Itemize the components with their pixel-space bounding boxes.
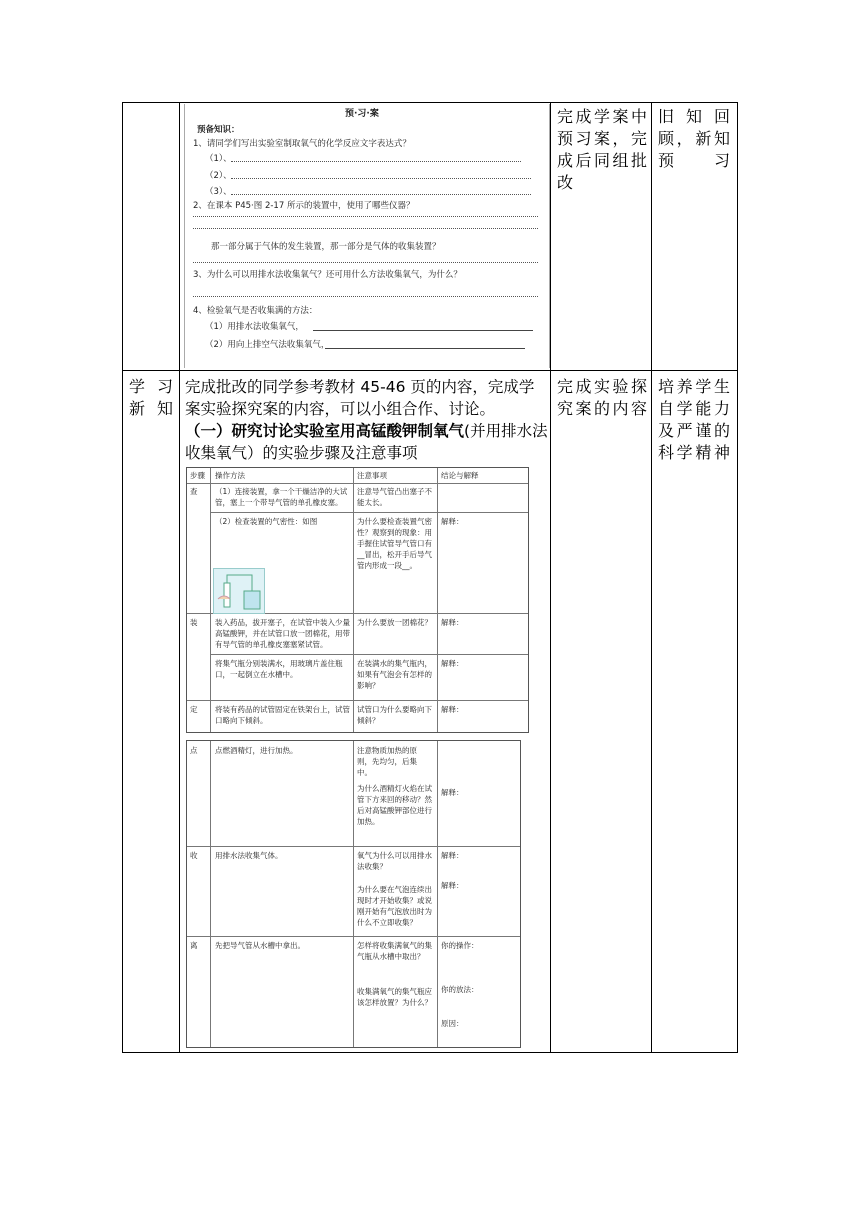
note-continuous-bubbles: 为什么要在气泡连续出现时才开始收集？或说刚开始有气泡放出时为什么不立即收集？ xyxy=(357,885,432,927)
note-bubbles: 在装满水的集气瓶内，如果有气泡会有怎样的影响？ xyxy=(357,659,432,690)
table-col-divider-2 xyxy=(550,102,551,1053)
row2-stage: 学习新知 xyxy=(129,377,173,418)
row1-purpose: 旧知回顾，新知预习 xyxy=(658,107,730,170)
steps-table-2 xyxy=(186,740,521,1048)
table-bottom-border xyxy=(122,1052,738,1053)
op-ignite: 点燃酒精灯，进行加热。 xyxy=(215,746,298,755)
preview-q1-a: （1）、 xyxy=(205,154,232,164)
op-airtight: （2）检查装置的气密性：如图 xyxy=(215,517,318,526)
op-fill-bottles: 将集气瓶分别装满水，用玻璃片盖住瓶口，一起倒立在水槽中。 xyxy=(215,659,343,679)
row2-main-line1: 完成批改的同学参考教材 45-46 页的内容，完成学案实验探究案的内容，可以小组合作、讨论。 xyxy=(185,378,535,418)
note-cotton: 为什么要放一团棉花？ xyxy=(357,618,432,627)
row2-main-tail: (并用排水法收集氧气）的实验步骤及注意事项 xyxy=(185,422,548,462)
preview-q1-c: （3）、 xyxy=(205,187,232,197)
step-fix: 定 xyxy=(190,705,198,714)
op-fix: 将装有药品的试管固定在铁架台上，试管口略向下倾斜。 xyxy=(215,705,350,725)
note-heat-principle: 注意物质加热的原则，先均匀，后集中。 xyxy=(357,746,417,777)
conclusion-tilt: 解释： xyxy=(441,705,464,714)
step-remove: 离 xyxy=(190,941,198,950)
step-collect: 收 xyxy=(190,851,198,860)
preview-sheet xyxy=(184,104,550,368)
preview-heading: 预备知识： xyxy=(197,125,240,135)
op-remove: 先把导气管从水槽中拿出。 xyxy=(215,941,305,950)
conclusion-operation: 你的操作： xyxy=(441,941,479,950)
conclusion-continuous: 解释： xyxy=(441,881,464,890)
preview-q1: 1、请同学们写出实验室制取氧气的化学反应文字表达式？ xyxy=(193,139,411,149)
conclusion-reason: 原因： xyxy=(441,1019,464,1028)
table-row-divider xyxy=(122,370,738,371)
op-collect: 用排水法收集气体。 xyxy=(215,851,283,860)
table-col-divider-1 xyxy=(179,102,180,1053)
header-op: 操作方法 xyxy=(215,471,245,480)
step-ignite: 点 xyxy=(190,746,198,755)
preview-q4: 4、检验氧气是否收集满的方法： xyxy=(193,306,318,316)
row2-main-bold: （一）研究讨论实验室用高锰酸钾制氧气 xyxy=(185,422,465,440)
row2-main-text xyxy=(185,376,548,464)
step-check: 查 xyxy=(190,487,198,496)
preview-q4-a: （1）用排水法收集氧气， xyxy=(205,322,304,332)
conclusion-water-method: 解释： xyxy=(441,851,464,860)
preview-q3: 3、为什么可以用排水法收集氧气？还可用什么方法收集氧气，为什么？ xyxy=(193,270,462,280)
note-take-out: 怎样将收集满氧气的集气瓶从水槽中取出？ xyxy=(357,941,432,961)
row1-activity: 完成学案中预习案，完成后同组批改 xyxy=(557,107,647,192)
conclusion-airtight: 解释： xyxy=(441,517,464,526)
note-placement: 收集满氧气的集气瓶应该怎样放置？为什么？ xyxy=(357,987,432,1007)
preview-title: 预·习·案 xyxy=(345,109,379,119)
table-top-border xyxy=(122,102,738,103)
note-tube-length: 注意导气管凸出塞子不能太长。 xyxy=(357,487,432,507)
preview-q1-b: （2）、 xyxy=(205,171,232,181)
note-airtight: 为什么要检查装置气密性？观察到的现象：用手握住试管导气管口有__冒出，松开手后导气管内形成一段__。 xyxy=(357,517,432,570)
table-right-border xyxy=(737,102,738,1053)
step-load: 装 xyxy=(190,618,198,627)
table-col-divider-3 xyxy=(651,102,652,1053)
note-water-method: 氧气为什么可以用排水法收集？ xyxy=(357,851,432,871)
header-step: 步骤 xyxy=(190,471,205,480)
conclusion-placement: 你的放法： xyxy=(441,985,479,994)
row2-purpose: 培养学生自学能力及严谨的科学精神 xyxy=(658,377,730,462)
conclusion-bubbles: 解释： xyxy=(441,659,464,668)
preview-q4-b: （2）用向上排空气法收集氧气， xyxy=(205,340,330,350)
header-conclusion: 结论与解释 xyxy=(441,471,479,480)
note-tilt: 试管口为什么要略向下倾斜？ xyxy=(357,705,432,725)
op-load: 装入药品，拔开塞子，在试管中装入少量高锰酸钾，并在试管口放一团棉花，用带有导气管的单孔橡皮塞塞紧试管。 xyxy=(215,618,350,649)
airtight-check-illustration xyxy=(213,568,265,614)
conclusion-cotton: 解释： xyxy=(441,618,464,627)
table-left-border xyxy=(122,102,123,1053)
preview-q2-sub: 那一部分属于气体的发生装置，那一部分是气体的收集装置？ xyxy=(211,242,441,252)
preview-q2: 2、在课本 P45·图 2-17 所示的装置中，使用了哪些仪器？ xyxy=(193,201,415,211)
header-note: 注意事项 xyxy=(357,471,387,480)
row2-activity: 完成实验探究案的内容 xyxy=(557,377,647,418)
op-connect: （1）连接装置，拿一个干燥洁净的大试管，塞上一个带导气管的单孔橡皮塞。 xyxy=(215,487,348,507)
conclusion-heat: 解释： xyxy=(441,788,464,797)
note-flame-move: 为什么酒精灯火焰在试管下方来回的移动？然后对高锰酸钾部位进行加热。 xyxy=(357,784,432,826)
